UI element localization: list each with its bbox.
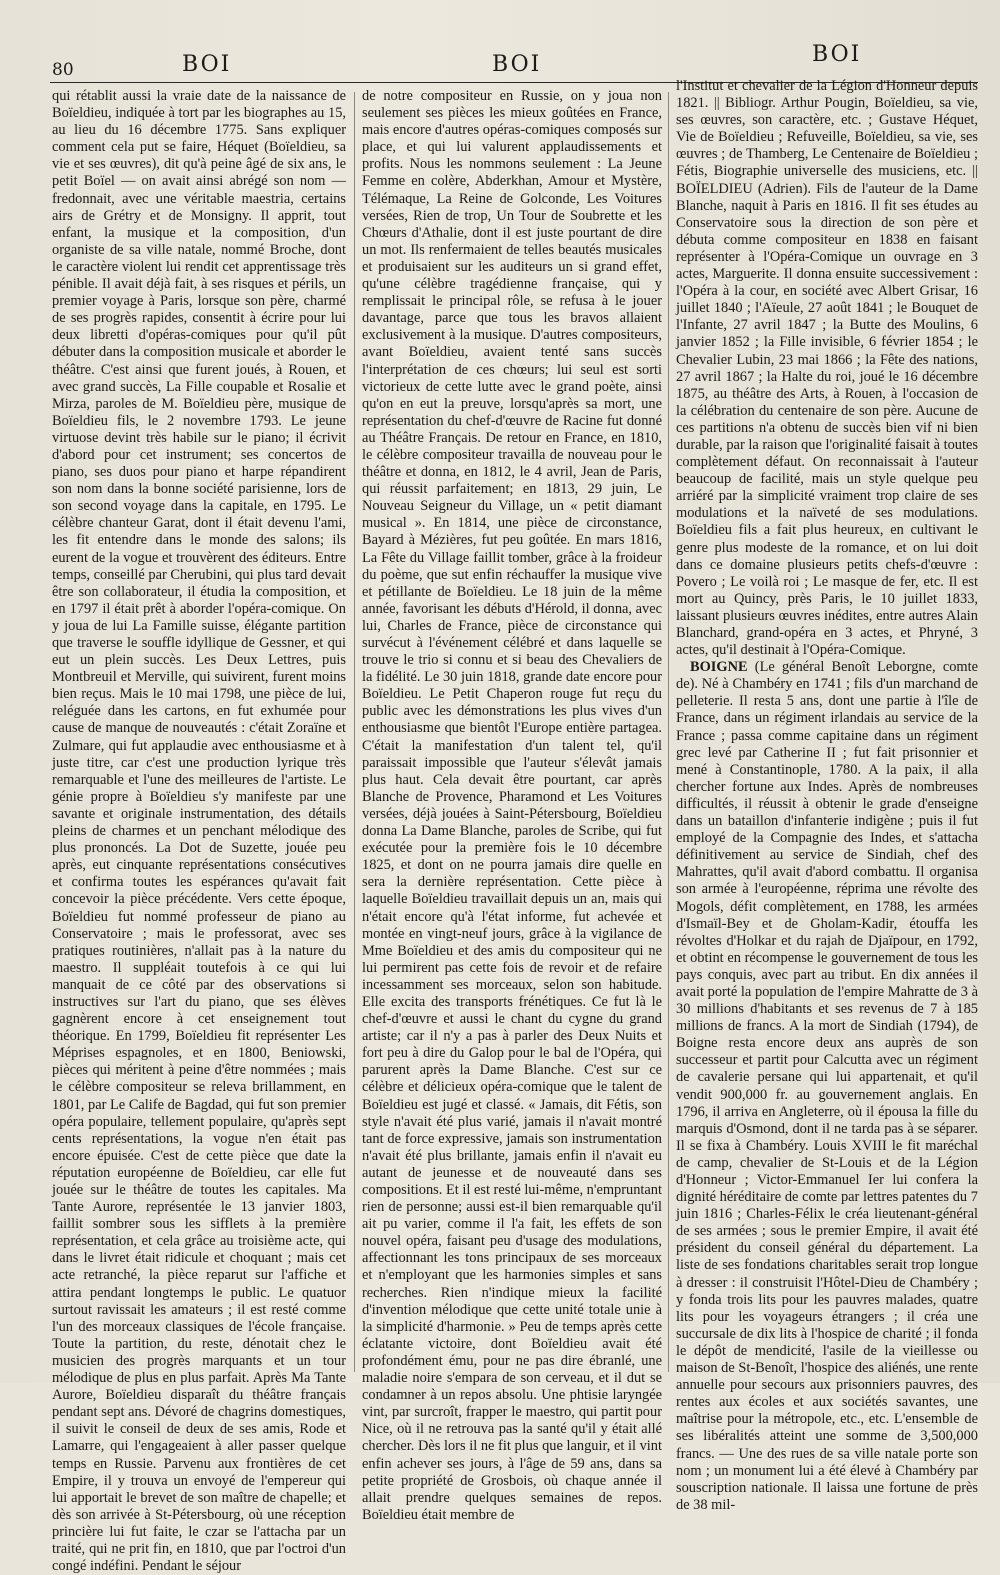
dictionary-entry-boigne bbox=[676, 659, 978, 1514]
page-number: 80 bbox=[52, 60, 74, 80]
running-header-center: BOI bbox=[492, 52, 542, 77]
running-header-right: BOI bbox=[812, 42, 862, 67]
text-column-3 bbox=[676, 78, 978, 1513]
column-3-text: l'Institut et chevalier de la Légion d'Honneur depuis 1821. || Bibliogr. Arthur Pougin, Boïeldieu, sa vie, ses œuvres, son caractère, etc. ; Gustave Héquet, Vie de Boïeldieu ; Refuveille, Boïeldieu, sa vie, ses œuvres ; de Thamberg, Le Centenaire de Boïeldieu ; Fétis, Biographie universelle des musiciens, etc. || BOÏELDIEU (Adrien). Fils de l'auteur de la Dame Blanche, naquit à Paris en 1816. Il fit ses études au Conservatoire sous la direction de son père et débuta comme compositeur en 1838 en faisant représenter à l'Opéra-Comique un ouvrage en 3 actes, Marguerite. Il donna ensuite successivement : l'Opéra à la cour, en société avec Albert Grisar, 16 juillet 1840 ; l'Aïeule, 27 août 1841 ; le Bouquet de l'Infante, 27 avril 1847 ; la Butte des Moulins, 6 janvier 1852 ; la Fille invisible, 6 février 1854 ; le Chevalier Lubin, 23 mai 1866 ; la Fête des nations, 27 avril 1867 ; la Halte du roi, joué le 16 décembre 1875, au théâtre des Arts, à Rouen, à l'occasion de la célébration du centenaire de son père. Aucune de ces partitions n'a obtenu de succès bien vif ni bien durable, par la raison que l'originalité faisait à toutes complètement défaut. On reconnaissait à l'auteur beaucoup de facilité, mais un style quelque peu arriéré par la simplicité vraiment trop claire de ses modulations et la naïveté de ses modulations. Boïeldieu fils a fait plus heureux, en cultivant le genre plus modeste de la romance, et on lui doit dans ce domaine plusieurs petits chefs-d'œuvre : Povero ; Le voilà roi ; Le masque de fer, etc. Il est mort au Quincy, près Paris, le 10 juillet 1833, laissant plusieurs œuvres inédites, entre autres Alain Blanchard, grand-opéra en 3 actes, et Phryné, 3 actes, qu'il destinait à l'Opéra-Comique. bbox=[676, 78, 978, 659]
column-2-text: de notre compositeur en Russie, on y joua non seulement ses pièces les mieux goûtées en France, mais encore d'autres opéras-comiques composés sur place, et qui lui valurent applaudissements et profits. Nous les nommons seulement : La Jeune Femme en colère, Abderkhan, Amour et Mystère, Télémaque, La Reine de Golconde, Les Voitures versées, Rien de trop, Un Tour de Soubrette et les Chœurs d'Athalie, dont il est juste pourtant de dire un mot. Ils renfermaient de telles beautés musicales et produisaient sur les auditeurs un si grand effet, qu'une célèbre tragédienne française, qui y remplissait le principal rôle, se refusa à le jouer davantage, parce que tous les bravos allaient exclusivement à la musique. D'autres compositeurs, avant Boïeldieu, avaient tenté sans succès l'interprétation de ces chœurs; lui seul est sorti victorieux de cette lutte avec le grand poète, ainsi qu'on en eut la preuve, lorsqu'après sa mort, une représentation du chef-d'œuvre de Racine fut donné au Théâtre Français. De retour en France, en 1810, le célèbre compositeur travailla de nouveau pour le théâtre et donna, en 1812, le 4 avril, Jean de Paris, qui réussit parfaitement; en 1813, 29 juin, Le Nouveau Seigneur du Village, un « petit diamant musical ». En 1814, une pièce de circonstance, Bayard à Mézières, fut peu goûtée. En mars 1816, La Fête du Village faillit tomber, grâce à la froideur du poème, que sut enfin réchauffer la musique vive et pétillante de Boïeldieu. Le 18 juin de la même année, favorisant les débuts d'Hérold, il donna, avec lui, Charles de France, pièce de circonstance qui survécut à l'événement célébré et dans laquelle se trouve le trio si connu et si beau des Chevaliers de la fidélité. Le 30 juin 1818, grande date encore pour Boïeldieu. Le Petit Chaperon rouge fut reçu du public avec les démonstrations les plus vives d'un enthousiasme que bientôt l'Europe entière partagea. C'était la manifestation d'un talent tel, qu'il paraissait impossible que l'auteur s'élevât jamais plus haut. Cela devait être pourtant, car après Blanche de Provence, Pharamond et Les Voitures versées, déjà jouées à Saint-Pétersbourg, Boïeldieu donna La Dame Blanche, paroles de Scribe, qui fut exécutée pour la première fois le 10 décembre 1825, et dont on ne pourra jamais dire quelle en sera la dernière représentation. Cette pièce à laquelle Boïeldieu travaillait depuis un an, mais qui n'était encore qu'à l'état informe, fut achevée et montée en vingt-neuf jours, grâce à la vigilance de Mme Boïeldieu et des amis du compositeur qui ne lui permirent pas cette fois de revoir et de refaire incessamment ses morceaux, selon son habitude. Elle excita des transports frénétiques. Ce fut là le chef-d'œuvre et aussi le chant du cygne du grand artiste; car il n'y a pas à parler des Deux Nuits et fort peu à dire du Galop pour le bal de l'Opéra, qui parurent après la Dame Blanche. C'est sur ce célèbre et délicieux opéra-comique que le talent de Boïeldieu est jugé et classé. « Jamais, dit Fétis, son style n'avait été plus varié, jamais il n'avait montré tant de force expressive, jamais son instrumentation n'avait été plus brillante, jamais enfin il n'avait eu autant de jeunesse et de nouveauté dans ses compositions. Et il est resté lui-même, n'empruntant rien de personne; aussi est-il bien remarquable qu'il ait pu varier, comme il l'a fait, les effets de son nouvel opéra, faisant peu d'usage des modulations, affectionnant les tons principaux de ses morceaux et n'employant que les harmonies simples et sans recherches. Rien n'indique mieux la facilité d'invention mélodique que cette unité totale unie à la simplicité d'harmonie. » Peu de temps après cette éclatante victoire, dont Boïeldieu avait été profondément ému, pour ne pas dire ébranlé, une maladie noire s'empara de son cerveau, et il dut se condamner à un repos absolu. Une phtisie laryngée vint, par surcroît, frapper le maestro, qui partit pour Nice, où il ne retrouva pas la santé qu'il y était allé chercher. Dès lors il ne fit plus que languir, et il vint enfin achever ses jours, à l'âge de 59 ans, dans sa petite propriété de Grosbois, où chaque année il allait prendre quelques semaines de repos. Boïeldieu était membre de bbox=[362, 88, 662, 1523]
column-divider bbox=[354, 92, 355, 1372]
text-column-1 bbox=[52, 88, 346, 1575]
column-divider bbox=[668, 92, 669, 1372]
column-1-text: qui rétablit aussi la vraie date de la naissance de Boïeldieu, indiquée à tort par les biographes au 15, au lieu du 16 décembre 1775. Sans expliquer comment cela put se faire, Héquet (Boïeldieu, sa vie et ses œuvres), dit qu'à peine âgé de six ans, le petit Boïel — on avait ainsi abrégé son nom — fredonnait, avec une véritable maestria, certains airs de Grétry et de Monsigny. Il apprit, tout enfant, la musique et la composition, d'un organiste de sa ville natale, nommé Broche, dont le caractère violent lui rendit cet apprentissage très pénible. Il avait déjà fait, à ses risques et périls, un premier voyage à Paris, lorsque son père, charmé de ses progrès rapides, consentit à écrire pour lui deux libretti d'opéras-comiques pour qu'il pût débuter dans la composition musicale et aborder le théâtre. C'est ainsi que furent joués, à Rouen, et avec grand succès, La Fille coupable et Rosalie et Mirza, paroles de M. Boïeldieu père, musique de Boïeldieu fils, le 2 novembre 1793. Le jeune virtuose devint très habile sur le piano; il écrivit d'abord pour cet instrument; ses concertos de piano, ses duos pour piano et harpe répandirent son nom dans la bonne société parisienne, lors de son second voyage dans la capitale, en 1795. Le célèbre chanteur Garat, dont il était devenu l'ami, les fit entendre dans le monde des salons; ils eurent de la vogue et trouvèrent des éditeurs. Entre temps, conseillé par Cherubini, qui plus tard devait être son collaborateur, il étudia la composition, et en 1797 il était prêt à aborder l'opéra-comique. On y joua de lui La Famille suisse, élégante partition que traverse le souffle idyllique de Gessner, et qui eut un plein succès. Les Deux Lettres, puis Montbreuil et Merville, qui suivirent, furent moins bien reçus. Mais le 10 mai 1798, une pièce de lui, reléguée dans les cartons, en fut exhumée pour cause de manque de nouveautés : c'était Zoraïne et Zulmare, qui fut applaudie avec enthousiasme et à juste titre, car c'est une production lyrique très remarquable et l'une des meilleures de l'artiste. Le génie propre à Boïeldieu s'y manifeste par une savante et originale instrumentation, des détails pleins de charmes et un penchant mélodique des plus prononcés. La Dot de Suzette, jouée peu après, eut cinquante représentations consécutives et confirma toutes les espérances qu'avait fait concevoir la pièce précédente. Vers cette époque, Boïeldieu fut nommé professeur de piano au Conservatoire ; mais le professorat, avec ses pratiques routinières, n'allait pas à la nature du maestro. Il suppléait toutefois à ce qui lui manquait de ce côté par des observations si instructives sur l'art du piano, que ses élèves gagnèrent encore à cet enseignement tout théorique. En 1799, Boïeldieu fit représenter Les Méprises espagnoles, et en 1800, Beniowski, pièces qui méritent à peine d'être nommées ; mais le célèbre compositeur se releva brillamment, en 1801, par Le Calife de Bagdad, qui fut son premier opéra populaire, tellement populaire, qu'après sept cents représentations, la vogue n'en était pas encore épuisée. C'est de cette pièce que date la réputation européenne de Boïeldieu, car elle fut jouée sur le théâtre de toutes les capitales. Ma Tante Aurore, représentée le 13 janvier 1803, faillit sombrer sous les sifflets à la première représentation, et cela grâce au troisième acte, qui dans le livret était ridicule et choquant ; mais cet acte retranché, la pièce reparut sur l'affiche et attira pendant longtemps le public. Le quatuor surtout ravissait les amateurs ; il est resté comme l'un des morceaux classiques de l'école française. Toute la partition, du reste, dénotait chez le musicien des progrès marquants et un tour mélodique de plus en plus parfait. Après Ma Tante Aurore, Boïeldieu disparaît du théâtre français pendant sept ans. Dévoré de chagrins domestiques, il suivit le conseil de deux de ses amis, Rode et Lamarre, qui l'engageaient à aller passer quelque temps en Russie. Parvenu aux frontières de cet Empire, il y trouva un envoyé de l'empereur qui lui apportait le brevet de son maître de chapelle; et dès son arrivée à St-Pétersbourg, où une réception princière lui fut faite, le czar se l'attacha par un traité, qui ne prit fin, en 1810, que par l'octroi d'un congé indéfini. Pendant le séjour bbox=[52, 88, 346, 1575]
running-header-left: BOI bbox=[182, 52, 232, 77]
text-column-2 bbox=[362, 88, 662, 1523]
entry-headword: BOIGNE bbox=[690, 659, 748, 676]
entry-body: (Le général Benoît Leborgne, comte de). Né à Chambéry en 1741 ; fils d'un marchand de pelleterie. Il resta 5 ans, dont une partie à l'île de France, dans un régiment irlandais au service de la France ; passa comme capitaine dans un régiment grec levé par Catherine II ; fut fait prisonnier et mené à Constantinople, 1780. A la paix, il alla chercher fortune aux Indes. Après de nombreuses difficultés, il réussit à obtenir le grade d'enseigne dans un bataillon d'infanterie indigène ; puis il fut employé de la Compagnie des Indes, et s'attacha définitivement au service de Sindiah, chef des Mahrattes, qu'il avait d'abord combattu. Il organisa son armée à l'européenne, réprima une révolte des Mogols, défit complètement, en 1788, les armées d'Ismaïl-Bey et de Gholam-Kadir, étouffa les révoltes d'Holkar et du rajah de Djaïpour, en 1792, et obtint en récompense le gouvernement de tous les pays conquis, avec part au tribut. En dix années il avait porté la population de l'empire Mahratte de 3 à 30 millions d'habitants et ses revenus de 7 à 185 millions de francs. A la mort de Sindiah (1794), de Boigne resta encore deux ans auprès de son successeur et partit pour Calcutta avec un régiment de cavalerie persane qui lui appartenait, et qu'il vendit 900,000 fr. au gouvernement anglais. En 1796, il arriva en Angleterre, où il épousa la fille du marquis d'Osmond, dont il ne tarda pas à se séparer. Il se fixa à Chambéry. Louis XVIII le fit maréchal de camp, chevalier de St-Louis et de la Légion d'Honneur ; Victor-Emmanuel Ier lui confera la dignité héréditaire de comte par lettres patentes du 7 juin 1816 ; Charles-Félix le créa lieutenant-général de ses armées ; sous le premier Empire, il avait été président du conseil général du département. La liste de ses fondations charitables serait trop longue à dresser : il construisit l'Hôtel-Dieu de Chambéry ; y fonda trois lits pour les pauvres malades, quatre lits pour les voyageurs étrangers ; il créa une succursale de dix lits à l'hospice de charité ; il fonda le dépôt de mendicité, l'asile de la vieillesse ou maison de St-Benoît, l'hospice des aliénés, une rente annuelle pour secours aux prisonniers pauvres, des rentes aux écoles et aux sociétés savantes, une maîtrise pour la métropole, etc., etc. L'ensemble de ses libéralités atteint une somme de 3,500,000 francs. — Une des rues de sa ville natale porte son nom ; un monument lui a été élevé à Chambéry par souscription nationale. Il laissa une fortune de près de 38 mil- bbox=[676, 659, 978, 1513]
